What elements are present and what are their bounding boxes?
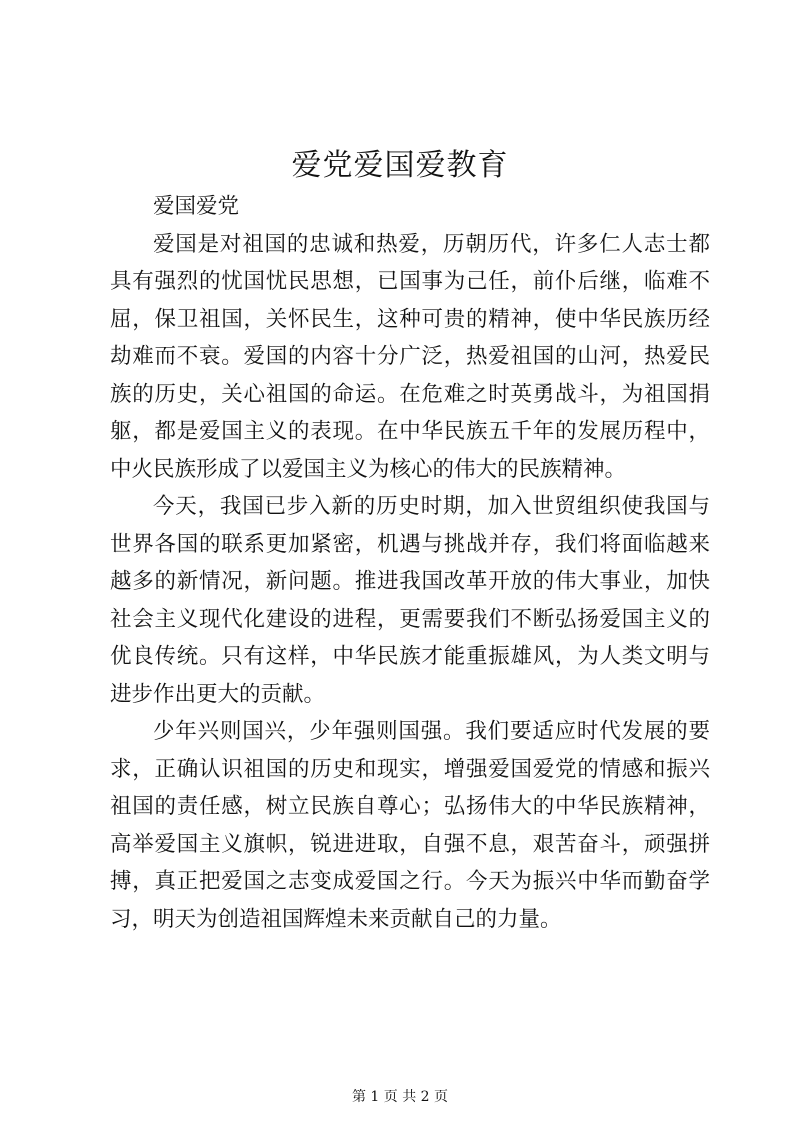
body-paragraph-1: 爱国是对祖国的忠诚和热爱，历朝历代，许多仁人志士都具有强烈的忧国忧民思想，已国事为己任，前仆后继，临难不屈，保卫祖国，关怀民生，这种可贵的精神，使中华民族历经劫难而不衰。爱国的内容十分广泛，热爱祖国的山河，热爱民族的历史，关心祖国的命运。在危难之时英勇战斗，为祖国捐躯，都是爱国主义的表现。在中华民族五千年的发展历程中，中火民族形成了以爱国主义为核心的伟大的民族精神。 xyxy=(110,231,710,482)
section-heading: 爱国爱党 xyxy=(153,194,240,219)
document-title: 爱党爱国爱教育 xyxy=(291,148,509,183)
body-paragraph-3: 少年兴则国兴，少年强则国强。我们要适应时代发展的要求，正确认识祖国的历史和现实，增强爱国爱党的情感和振兴祖国的责任感，树立民族自尊心；弘扬伟大的中华民族精神，高举爱国主义旗帜，锐进进取，自强不息，艰苦奋斗，顽强拼搏，真正把爱国之志变成爱国之行。今天为振兴中华而勤奋学习，明天为创造祖国辉煌未来贡献自己的力量。 xyxy=(110,719,710,932)
document-body xyxy=(110,188,710,938)
page-footer: 第 1 页 共 2 页 xyxy=(351,1089,449,1105)
body-paragraph-2: 今天，我国已步入新的历史时期，加入世贸组织使我国与世界各国的联系更加紧密，机遇与挑战并存，我们将面临越来越多的新情况，新问题。推进我国改革开放的伟大事业，加快社会主义现代化建设的进程，更需要我们不断弘扬爱国主义的优良传统。只有这样，中华民族才能重振雄风，为人类文明与进步作出更大的贡献。 xyxy=(110,494,710,707)
